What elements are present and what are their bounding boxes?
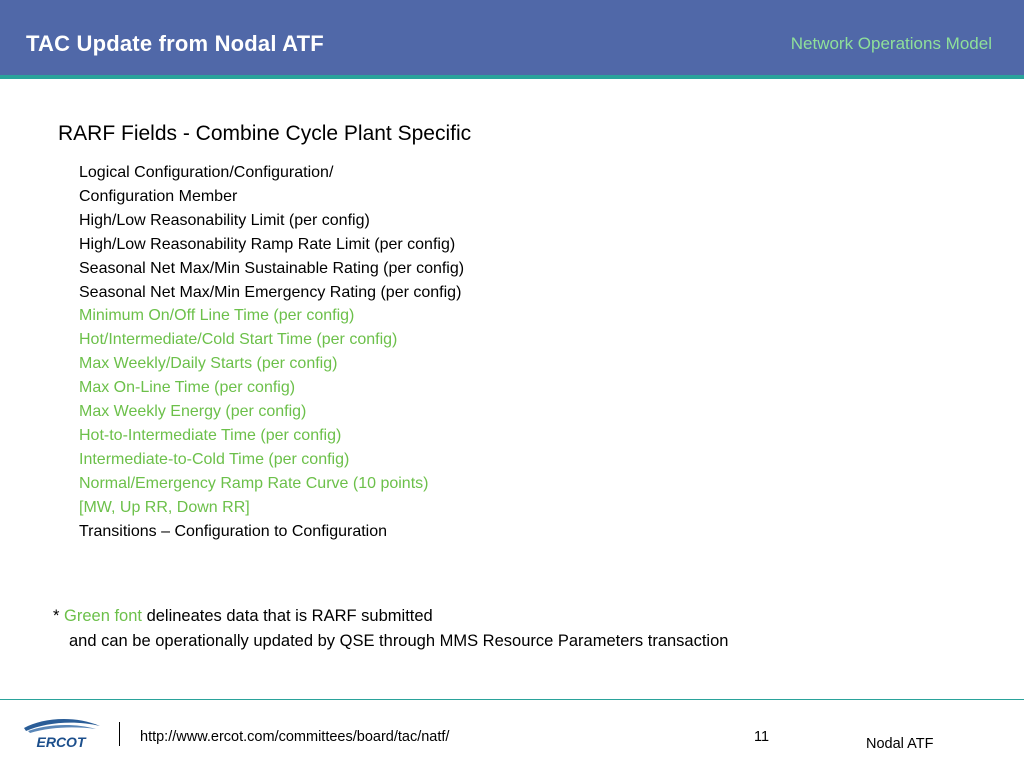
header-divider bbox=[0, 75, 1024, 79]
footer-separator bbox=[119, 722, 120, 746]
rarf-field-item: Hot-to-Intermediate Time (per config) bbox=[79, 426, 342, 444]
page-number: 11 bbox=[754, 729, 770, 745]
rarf-field-list bbox=[79, 161, 464, 544]
section-heading: RARF Fields - Combine Cycle Plant Specific bbox=[58, 122, 472, 145]
footer-label: Nodal ATF bbox=[866, 736, 934, 752]
slide-subtitle: Network Operations Model bbox=[790, 34, 992, 53]
slide-title: TAC Update from Nodal ATF bbox=[26, 31, 324, 56]
rarf-field-item: [MW, Up RR, Down RR] bbox=[79, 498, 250, 516]
rarf-field-item: Hot/Intermediate/Cold Start Time (per config) bbox=[79, 331, 398, 349]
footer-divider bbox=[0, 699, 1024, 700]
rarf-field-item: Transitions – Configuration to Configuration bbox=[79, 522, 388, 540]
legend-note bbox=[53, 604, 728, 654]
rarf-field-item: High/Low Reasonability Ramp Rate Limit (per config) bbox=[79, 235, 456, 253]
rarf-field-item: High/Low Reasonability Limit (per config) bbox=[79, 211, 370, 229]
note-green-font-label: Green font bbox=[64, 607, 142, 625]
ercot-logo-icon bbox=[20, 716, 102, 750]
logo-wordmark: ERCOT bbox=[36, 734, 86, 750]
rarf-field-item: Max Weekly Energy (per config) bbox=[79, 403, 307, 421]
note-text: delineates data that is RARF submitted bbox=[141, 607, 433, 625]
footer-url-link[interactable]: http://www.ercot.com/committees/board/tac/natf/ bbox=[140, 729, 450, 745]
note-asterisk: * bbox=[53, 607, 65, 625]
rarf-field-item: Seasonal Net Max/Min Sustainable Rating (per config) bbox=[79, 259, 465, 277]
header-bar bbox=[0, 0, 1024, 75]
rarf-field-item: Intermediate-to-Cold Time (per config) bbox=[79, 450, 350, 468]
rarf-field-item: Configuration Member bbox=[79, 187, 238, 205]
rarf-field-item: Max Weekly/Daily Starts (per config) bbox=[79, 355, 338, 373]
rarf-field-item: Logical Configuration/Configuration/ bbox=[79, 164, 334, 181]
note-text-line2: and can be operationally updated by QSE through MMS Resource Parameters transaction bbox=[69, 632, 729, 650]
rarf-field-item: Max On-Line Time (per config) bbox=[79, 379, 296, 397]
rarf-field-item: Seasonal Net Max/Min Emergency Rating (per config) bbox=[79, 283, 462, 301]
rarf-field-item: Normal/Emergency Ramp Rate Curve (10 points) bbox=[79, 474, 429, 492]
rarf-field-item: Minimum On/Off Line Time (per config) bbox=[79, 307, 355, 325]
